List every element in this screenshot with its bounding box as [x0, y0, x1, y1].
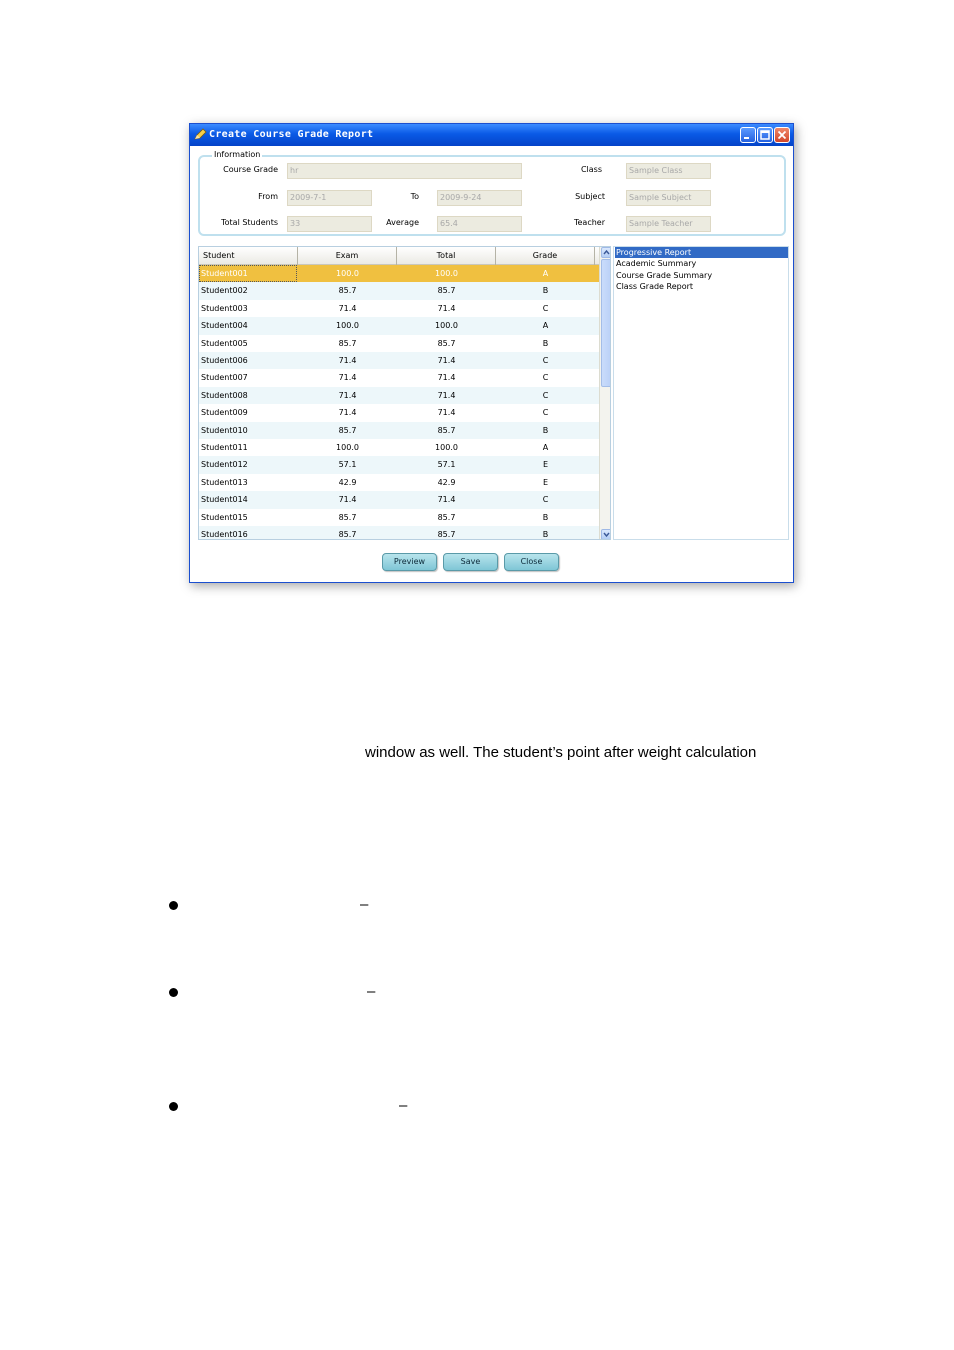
chevron-up-icon: [602, 248, 611, 257]
information-group: [198, 150, 786, 236]
bullet-point: [169, 988, 178, 997]
cell-exam: 71.4: [338, 495, 357, 505]
cell-student: Student011: [201, 443, 248, 452]
column-header-student[interactable]: Student: [199, 247, 298, 265]
course-grade-field[interactable]: hr: [287, 163, 522, 179]
report-type-item[interactable]: Academic Summary: [616, 259, 697, 269]
to-date-field[interactable]: 2009-9-24: [437, 190, 522, 206]
cell-grade: C: [542, 303, 549, 313]
report-type-item[interactable]: Progressive Report: [615, 247, 788, 258]
cell-grade: C: [542, 356, 549, 365]
table-row[interactable]: [199, 317, 599, 334]
cell-total: 85.7: [437, 425, 456, 435]
cell-student: Student005: [201, 338, 248, 348]
minimize-icon: [743, 130, 753, 140]
cell-exam: 85.7: [338, 286, 357, 296]
cell-grade: C: [542, 373, 549, 383]
cell-total: 100.0: [435, 443, 458, 452]
total-students-field[interactable]: 33: [287, 216, 372, 232]
teacher-label: Teacher: [573, 218, 605, 227]
table-row[interactable]: [199, 282, 599, 299]
class-label: Class: [580, 165, 602, 174]
close-button[interactable]: Close: [504, 553, 559, 571]
minimize-button[interactable]: [740, 127, 756, 143]
report-type-list[interactable]: [613, 246, 789, 540]
pencil-icon: [194, 128, 207, 141]
cell-total: 71.4: [437, 390, 456, 400]
focus-outline: [199, 265, 297, 282]
cell-grade: B: [542, 286, 549, 296]
cell-exam: 71.4: [338, 373, 357, 383]
preview-button[interactable]: Preview: [382, 553, 437, 571]
column-header-exam[interactable]: Exam: [298, 247, 397, 265]
table-vertical-scrollbar[interactable]: [599, 247, 611, 540]
cell-grade: C: [542, 408, 549, 418]
cell-total: 71.4: [437, 356, 456, 365]
document-text-line: window as well. The student’s point after weight calculation: [365, 744, 757, 761]
from-label: From: [258, 192, 278, 201]
table-row[interactable]: [199, 404, 599, 421]
cell-exam: 85.7: [338, 530, 357, 539]
table-row[interactable]: [199, 456, 599, 473]
table-row[interactable]: [199, 422, 599, 439]
cell-total: 85.7: [437, 530, 456, 539]
cell-total: 42.9: [437, 477, 456, 487]
bullet-point: [169, 1102, 178, 1111]
total-students-label: Total Students: [221, 218, 278, 227]
cell-grade: B: [542, 530, 549, 539]
cell-total: 71.4: [437, 373, 456, 383]
table-row[interactable]: [199, 352, 599, 369]
report-type-item[interactable]: Class Grade Report: [616, 281, 694, 291]
window-client-area: [190, 146, 793, 582]
chevron-down-icon: [602, 530, 611, 539]
cell-total: 100.0: [435, 269, 458, 278]
cell-grade: A: [542, 321, 549, 331]
cell-total: 57.1: [437, 460, 456, 470]
cell-student: Student008: [201, 390, 248, 400]
create-course-grade-report-window: [189, 123, 794, 583]
maximize-button[interactable]: [757, 127, 773, 143]
table-row[interactable]: [199, 509, 599, 526]
student-grade-table[interactable]: [198, 246, 611, 540]
table-row[interactable]: [199, 387, 599, 404]
table-row[interactable]: [199, 474, 599, 491]
cell-grade: E: [542, 477, 549, 487]
table-row[interactable]: [199, 439, 599, 456]
teacher-field[interactable]: Sample Teacher: [626, 216, 711, 232]
cell-exam: 85.7: [338, 512, 357, 522]
cell-grade: A: [542, 269, 549, 278]
cell-student: Student002: [201, 286, 248, 296]
column-header-total[interactable]: Total: [397, 247, 496, 265]
cell-grade: B: [542, 512, 549, 522]
cell-student: Student007: [201, 373, 248, 383]
cell-exam: 42.9: [338, 477, 357, 487]
cell-student: Student006: [201, 356, 248, 365]
cell-student: Student009: [201, 408, 248, 418]
table-header: [199, 247, 599, 265]
close-icon: [777, 130, 787, 140]
average-field[interactable]: 65.4: [437, 216, 522, 232]
cell-student: Student010: [201, 425, 248, 435]
report-type-item[interactable]: Course Grade Summary: [616, 270, 713, 280]
bullet-dash: –: [367, 983, 376, 1000]
save-button[interactable]: Save: [443, 553, 498, 571]
cell-student: Student004: [201, 321, 248, 331]
table-row[interactable]: [199, 300, 599, 317]
cell-exam: 100.0: [336, 443, 359, 452]
table-row[interactable]: [199, 369, 599, 386]
cell-student: Student016: [201, 530, 248, 539]
scroll-down-button[interactable]: [601, 529, 611, 540]
scroll-up-button[interactable]: [601, 247, 611, 258]
title-bar[interactable]: [190, 124, 793, 146]
table-row[interactable]: [199, 335, 599, 352]
cell-student: Student014: [201, 495, 248, 505]
cell-total: 71.4: [437, 408, 456, 418]
cell-student: Student001: [201, 269, 248, 278]
cell-total: 71.4: [437, 495, 456, 505]
cell-grade: B: [542, 425, 549, 435]
cell-exam: 85.7: [338, 425, 357, 435]
cell-exam: 71.4: [338, 408, 357, 418]
to-label: To: [410, 192, 419, 201]
cell-total: 85.7: [437, 338, 456, 348]
cell-student: Student013: [201, 477, 248, 487]
scroll-thumb[interactable]: [601, 259, 611, 387]
cell-total: 85.7: [437, 512, 456, 522]
class-field[interactable]: Sample Class: [626, 163, 711, 179]
course-grade-label: Course Grade: [223, 165, 278, 174]
close-window-button[interactable]: [774, 127, 790, 143]
table-row[interactable]: [199, 491, 599, 508]
bullet-dash: –: [360, 896, 369, 913]
cell-total: 85.7: [437, 286, 456, 296]
cell-student: Student012: [201, 460, 248, 470]
subject-label: Subject: [575, 192, 605, 201]
cell-student: Student015: [201, 512, 248, 522]
maximize-icon: [760, 130, 770, 140]
cell-student: Student003: [201, 303, 248, 313]
cell-grade: C: [542, 495, 549, 505]
cell-total: 100.0: [435, 321, 458, 331]
cell-total: 71.4: [437, 303, 456, 313]
cell-grade: B: [542, 338, 549, 348]
cell-exam: 100.0: [336, 269, 359, 278]
cell-exam: 100.0: [336, 321, 359, 331]
bullet-point: [169, 901, 178, 910]
from-date-field[interactable]: 2009-7-1: [287, 190, 372, 206]
information-legend: Information: [214, 150, 261, 159]
cell-exam: 71.4: [338, 390, 357, 400]
cell-exam: 57.1: [338, 460, 357, 470]
window-title: Create Course Grade Report: [209, 129, 374, 140]
subject-field[interactable]: Sample Subject: [626, 190, 711, 206]
cell-grade: E: [542, 460, 549, 470]
cell-grade: C: [542, 390, 549, 400]
table-row[interactable]: [199, 526, 599, 540]
cell-exam: 71.4: [338, 356, 357, 365]
cell-exam: 85.7: [338, 338, 357, 348]
column-header-grade[interactable]: Grade: [496, 247, 595, 265]
cell-exam: 71.4: [338, 303, 357, 313]
table-row[interactable]: [199, 265, 599, 282]
bullet-dash: –: [399, 1097, 408, 1114]
cell-grade: A: [542, 443, 549, 452]
average-label: Average: [386, 218, 419, 227]
